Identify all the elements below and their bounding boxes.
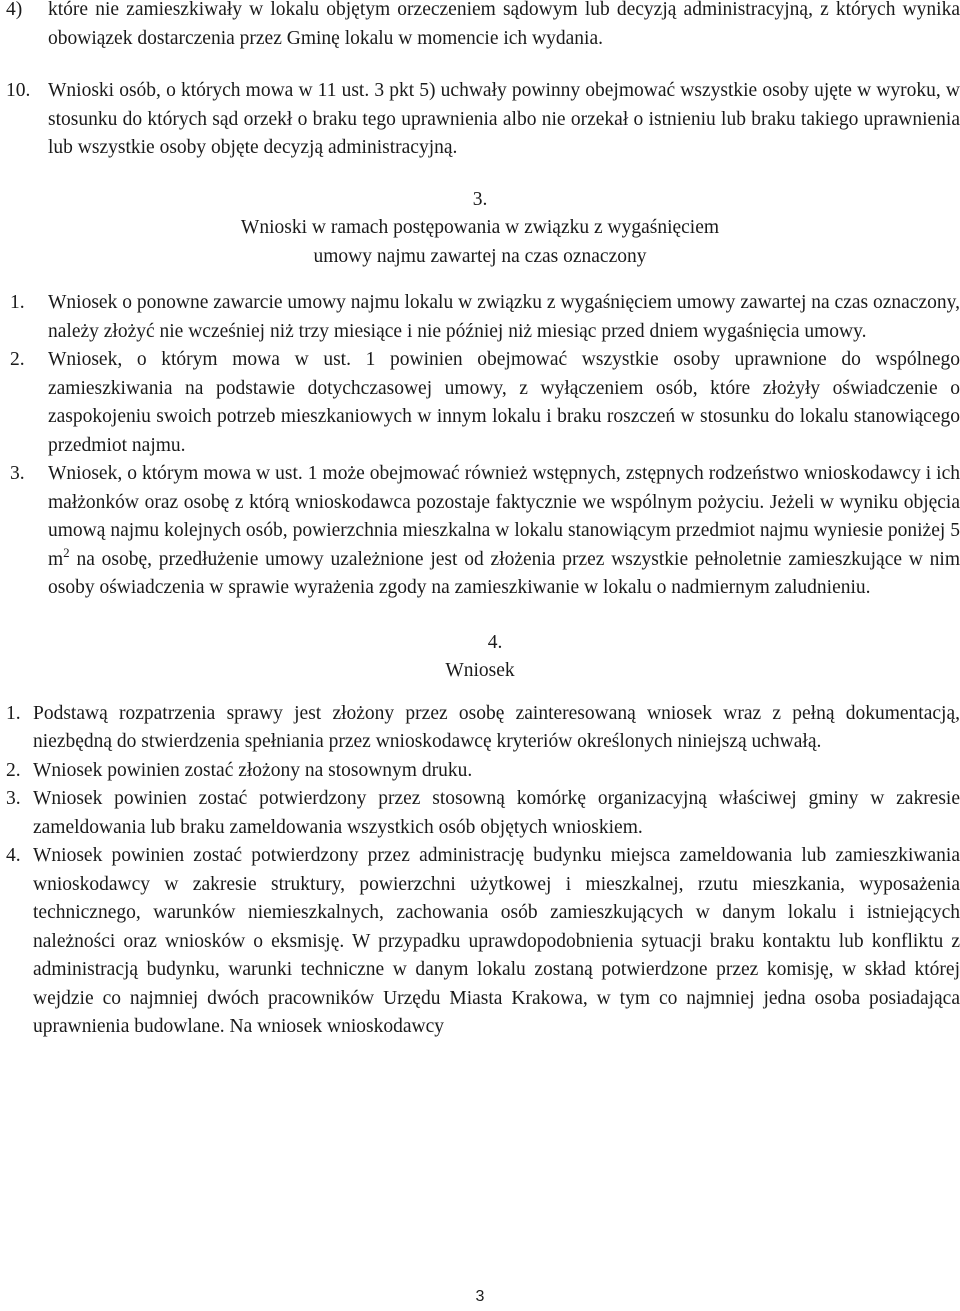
item-text: Wniosek powinien zostać potwierdzony przez stosowną komórkę organizacyjną właściwej gminy w zakresie zameldowania lub braku zameldowania wszystkich osób objętych wnioskiem.	[33, 788, 960, 838]
item-number: 2.	[10, 349, 25, 370]
section-list	[0, 700, 960, 1042]
section-title: Wniosek	[445, 660, 515, 681]
list-item	[0, 700, 960, 757]
item-number: 1.	[6, 702, 21, 724]
superscript: 2	[63, 544, 70, 560]
list-item	[0, 0, 960, 53]
list-item	[0, 289, 960, 346]
list-item	[0, 460, 960, 603]
item-text-part: na osobę, przedłużenie umowy uzależnione jest od złożenia przez wszystkie pełnoletnie zamieszkujące w nim osoby oświadczenia w sprawie wyrażenia zgody na zamieszkiwanie w lokalu o nadmiernym zaludnieniu.	[48, 548, 960, 598]
section-heading	[0, 186, 960, 272]
list-item	[0, 842, 960, 1042]
section-heading	[0, 629, 960, 686]
paragraph-number: 4.	[487, 631, 503, 653]
list-item	[0, 77, 960, 163]
item-text: które nie zamieszkiwały w lokalu objętym orzeczeniem sądowym lub decyzją administracyjną, z których wynika obowiązek dostarczenia przez Gminę lokalu w momencie ich wydania.	[48, 0, 960, 49]
item-text-part: Wniosek, o którym mowa w ust. 1 może obejmować również wstępnych, zstępnych rodzeństwo wnioskodawcy i ich małżonków oraz osobę z którą wnioskodawca pozostaje faktycznie we wspólnym pożyciu. Jeżeli w wyniku objęcia umową najmu kolejnych osób, powierzchnia mieszkalna w lokalu stanowiącym przedmiot najmu wyniesie poniżej 5 m	[48, 463, 960, 570]
item-number: 10.	[6, 80, 31, 101]
item-text: Wniosek powinien zostać złożony na stosownym druku.	[33, 759, 473, 781]
section-title-line: umowy najmu zawartej na czas oznaczony	[313, 245, 647, 267]
item-number: 4.	[6, 845, 21, 866]
item-text: Wniosek o ponowne zawarcie umowy najmu lokalu w związku z wygaśnięciem umowy zawartej na czas oznaczony, należy złożyć nie wcześniej niż trzy miesiące i nie później niż miesiąc przed dniem wygaśnięcia umowy.	[48, 292, 960, 342]
list-item	[0, 346, 960, 460]
paragraph-number: 3.	[472, 188, 488, 210]
section-title-line: Wnioski w ramach postępowania w związku z wygaśnięciem	[240, 217, 720, 238]
list-item	[0, 757, 960, 786]
item-number: 3.	[10, 463, 25, 484]
item-number: 4)	[6, 0, 23, 20]
list-item	[0, 785, 960, 842]
item-text: Wnioski osób, o których mowa w 11 ust. 3 pkt 5) uchwały powinny obejmować wszystkie osoby ujęte w wyroku, w stosunku do których sąd orzekł o braku tego uprawnienia albo nie orzekał o istnieniu lub braku takiego uprawnienia lub wszystkie osoby objęte decyzją administracyjną.	[48, 80, 960, 158]
item-text: Wniosek powinien zostać potwierdzony przez administrację budynku miejsca zameldowania lub zamieszkiwania wnioskodawcy w zakresie struktury, powierzchni użytkowej i mieszkalnej, rzutu mieszkania, wyposażenia technicznego, warunków niemieszkalnych, zachowania osób zamieszkujących w danym lokalu i istniejących należności oraz wniosków o eksmisję. W przypadku uprawdopodobnienia sytuacji braku kontaktu lub konfliktu z administracją budynku, warunki techniczne w danym lokalu zostaną potwierdzone przez komisję, w skład której wejdzie co najmniej dwóch pracowników Urzędu Miasta Krakowa, w tym co najmniej jedna osoba posiadająca uprawnienia budowlane. Na wniosek wnioskodawcy	[33, 845, 960, 1037]
item-text: Podstawą rozpatrzenia sprawy jest złożony przez osobę zainteresowaną wniosek wraz z pełną dokumentacją, niezbędną do stwierdzenia spełniania przez wnioskodawcę kryteriów określonych niniejszą uchwałą.	[33, 702, 960, 752]
item-text	[48, 460, 960, 603]
page-number: 3	[475, 1288, 485, 1305]
section-list	[0, 289, 960, 603]
item-number: 2.	[6, 759, 21, 781]
item-number: 1.	[10, 292, 25, 313]
item-text: Wniosek, o którym mowa w ust. 1 powinien obejmować wszystkie osoby uprawnione do wspólnego zamieszkiwania na podstawie dotychczasowej umowy, z wyłączeniem osób, które złożyły oświadczenie o zaspokojeniu swoich potrzeb mieszkaniowych w innym lokalu i braku roszczeń w stosunku do lokalu stanowiącego przedmiot najmu.	[48, 349, 960, 456]
item-number: 3.	[6, 788, 21, 809]
